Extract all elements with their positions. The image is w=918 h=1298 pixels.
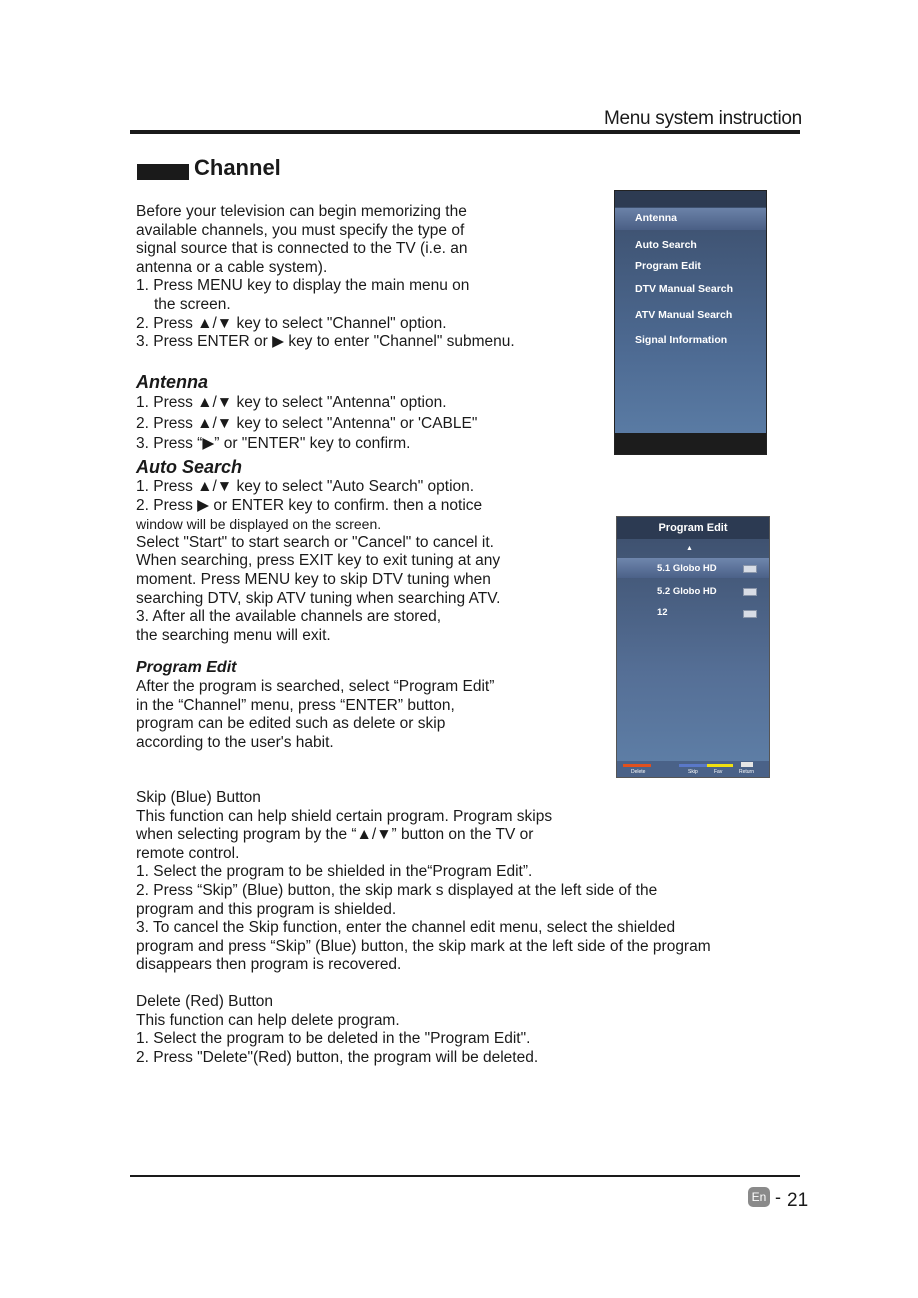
dtv-tag-icon xyxy=(743,565,757,573)
skip-line: 2. Press “Skip” (Blue) button, the skip mark s displayed at the left side of the xyxy=(136,881,658,899)
fav-color-bar xyxy=(707,764,733,767)
intro-line: signal source that is connected to the TV (i.e. an xyxy=(136,240,468,258)
intro-line: 3. Press ENTER or ▶ key to enter "Channel" submenu. xyxy=(136,333,515,351)
section-title-bar xyxy=(137,164,189,180)
auto-search-line: Select "Start" to start search or "Cancel" to cancel it. xyxy=(136,533,494,551)
intro-line: the screen. xyxy=(154,295,231,313)
footer-fav-label: Fav xyxy=(714,769,723,775)
intro-line: Before your television can begin memorizing the xyxy=(136,203,467,220)
skip-line: disappears then program is recovered. xyxy=(136,956,402,974)
page-dash: - xyxy=(775,1187,781,1207)
program-edit-line: After the program is searched, select “Program Edit” xyxy=(136,678,495,695)
program-edit-section xyxy=(136,658,596,752)
footer-rule xyxy=(130,1175,800,1177)
header-title: Menu system instruction xyxy=(604,108,802,129)
intro-line: available channels, you must specify the type of xyxy=(136,221,465,239)
delete-line: Delete (Red) Button xyxy=(136,993,273,1010)
menu-item-atv-manual-search: ATV Manual Search xyxy=(635,309,733,321)
delete-line: 1. Select the program to be deleted in the "Program Edit". xyxy=(136,1030,531,1048)
menu-item-auto-search: Auto Search xyxy=(635,239,697,251)
auto-search-line: searching DTV, skip ATV tuning when searching ATV. xyxy=(136,589,501,607)
auto-search-line: 3. After all the available channels are stored, xyxy=(136,608,442,626)
channel-row: 12 xyxy=(657,607,668,618)
menu-item-signal-information: Signal Information xyxy=(635,334,728,346)
footer-delete-label: Delete xyxy=(631,769,646,775)
scroll-up-icon: ▲ xyxy=(686,545,693,552)
antenna-line: 3. Press “▶” or "ENTER" key to confirm. xyxy=(136,435,411,453)
channel-menu-screenshot xyxy=(614,190,767,455)
skip-line: program and press “Skip” (Blue) button, the skip mark at the left side of the program xyxy=(136,937,711,955)
channel-row: 5.2 Globo HD xyxy=(657,586,717,597)
antenna-line: 2. Press ▲/▼ key to select "Antenna" or 'CABLE" xyxy=(136,414,478,432)
auto-search-line: 1. Press ▲/▼ key to select "Auto Search" option. xyxy=(136,478,475,495)
header-rule xyxy=(130,130,800,134)
program-edit-title: Program Edit xyxy=(658,522,728,534)
auto-search-section xyxy=(136,456,596,645)
language-badge: En xyxy=(748,1187,770,1207)
skip-line: 1. Select the program to be shielded in the“Program Edit”. xyxy=(136,863,533,881)
menu-item-antenna: Antenna xyxy=(635,212,677,224)
menu-item-program-edit: Program Edit xyxy=(635,260,701,272)
skip-line: 3. To cancel the Skip function, enter the channel edit menu, select the shielded xyxy=(136,919,676,937)
auto-search-heading: Auto Search xyxy=(136,457,243,477)
footer-return-label: Return xyxy=(739,769,755,775)
delete-line: This function can help delete program. xyxy=(136,1011,400,1029)
dtv-tag-icon xyxy=(743,588,757,596)
program-edit-line: according to the user's habit. xyxy=(136,733,334,751)
antenna-heading: Antenna xyxy=(136,372,208,392)
antenna-section xyxy=(136,371,596,454)
auto-search-line: When searching, press EXIT key to exit tuning at any xyxy=(136,552,501,570)
antenna-line: 1. Press ▲/▼ key to select "Antenna" option. xyxy=(136,394,447,411)
intro-line: antenna or a cable system). xyxy=(136,258,328,276)
skip-line: when selecting program by the “▲/▼” button on the TV or xyxy=(136,826,534,844)
channel-row: 5.1 Globo HD xyxy=(657,563,717,574)
delete-line: 2. Press "Delete"(Red) button, the program will be deleted. xyxy=(136,1048,539,1066)
auto-search-line: 2. Press ▶ or ENTER key to confirm. then a notice xyxy=(136,496,483,514)
program-edit-line: program can be edited such as delete or skip xyxy=(136,715,446,733)
section-title: Channel xyxy=(194,155,281,180)
intro-line: 2. Press ▲/▼ key to select "Channel" option. xyxy=(136,314,447,332)
atv-tag-icon xyxy=(743,610,757,618)
menu-item-dtv-manual-search: DTV Manual Search xyxy=(635,283,734,295)
menu-key-icon xyxy=(741,762,753,767)
footer-skip-label: Skip xyxy=(688,769,698,775)
page-number: 21 xyxy=(787,1190,809,1211)
intro-text xyxy=(136,203,596,352)
delete-section xyxy=(136,993,796,1067)
skip-line: This function can help shield certain program. Program skips xyxy=(136,807,553,825)
program-edit-line: in the “Channel” menu, press “ENTER” button, xyxy=(136,696,455,714)
auto-search-line: window will be displayed on the screen. xyxy=(136,516,382,533)
program-edit-screenshot xyxy=(616,516,770,778)
auto-search-line: moment. Press MENU key to skip DTV tuning when xyxy=(136,570,491,588)
skip-section xyxy=(136,789,796,975)
skip-line: Skip (Blue) Button xyxy=(136,789,261,806)
program-edit-heading: Program Edit xyxy=(136,659,237,676)
delete-color-bar xyxy=(623,764,651,767)
menu-top-band xyxy=(615,191,766,207)
menu-bottom-band xyxy=(615,433,766,454)
auto-search-line: the searching menu will exit. xyxy=(136,626,331,644)
intro-line: 1. Press MENU key to display the main menu on xyxy=(136,277,470,295)
skip-line: remote control. xyxy=(136,844,240,862)
skip-line: program and this program is shielded. xyxy=(136,900,397,918)
skip-color-bar xyxy=(679,764,707,767)
